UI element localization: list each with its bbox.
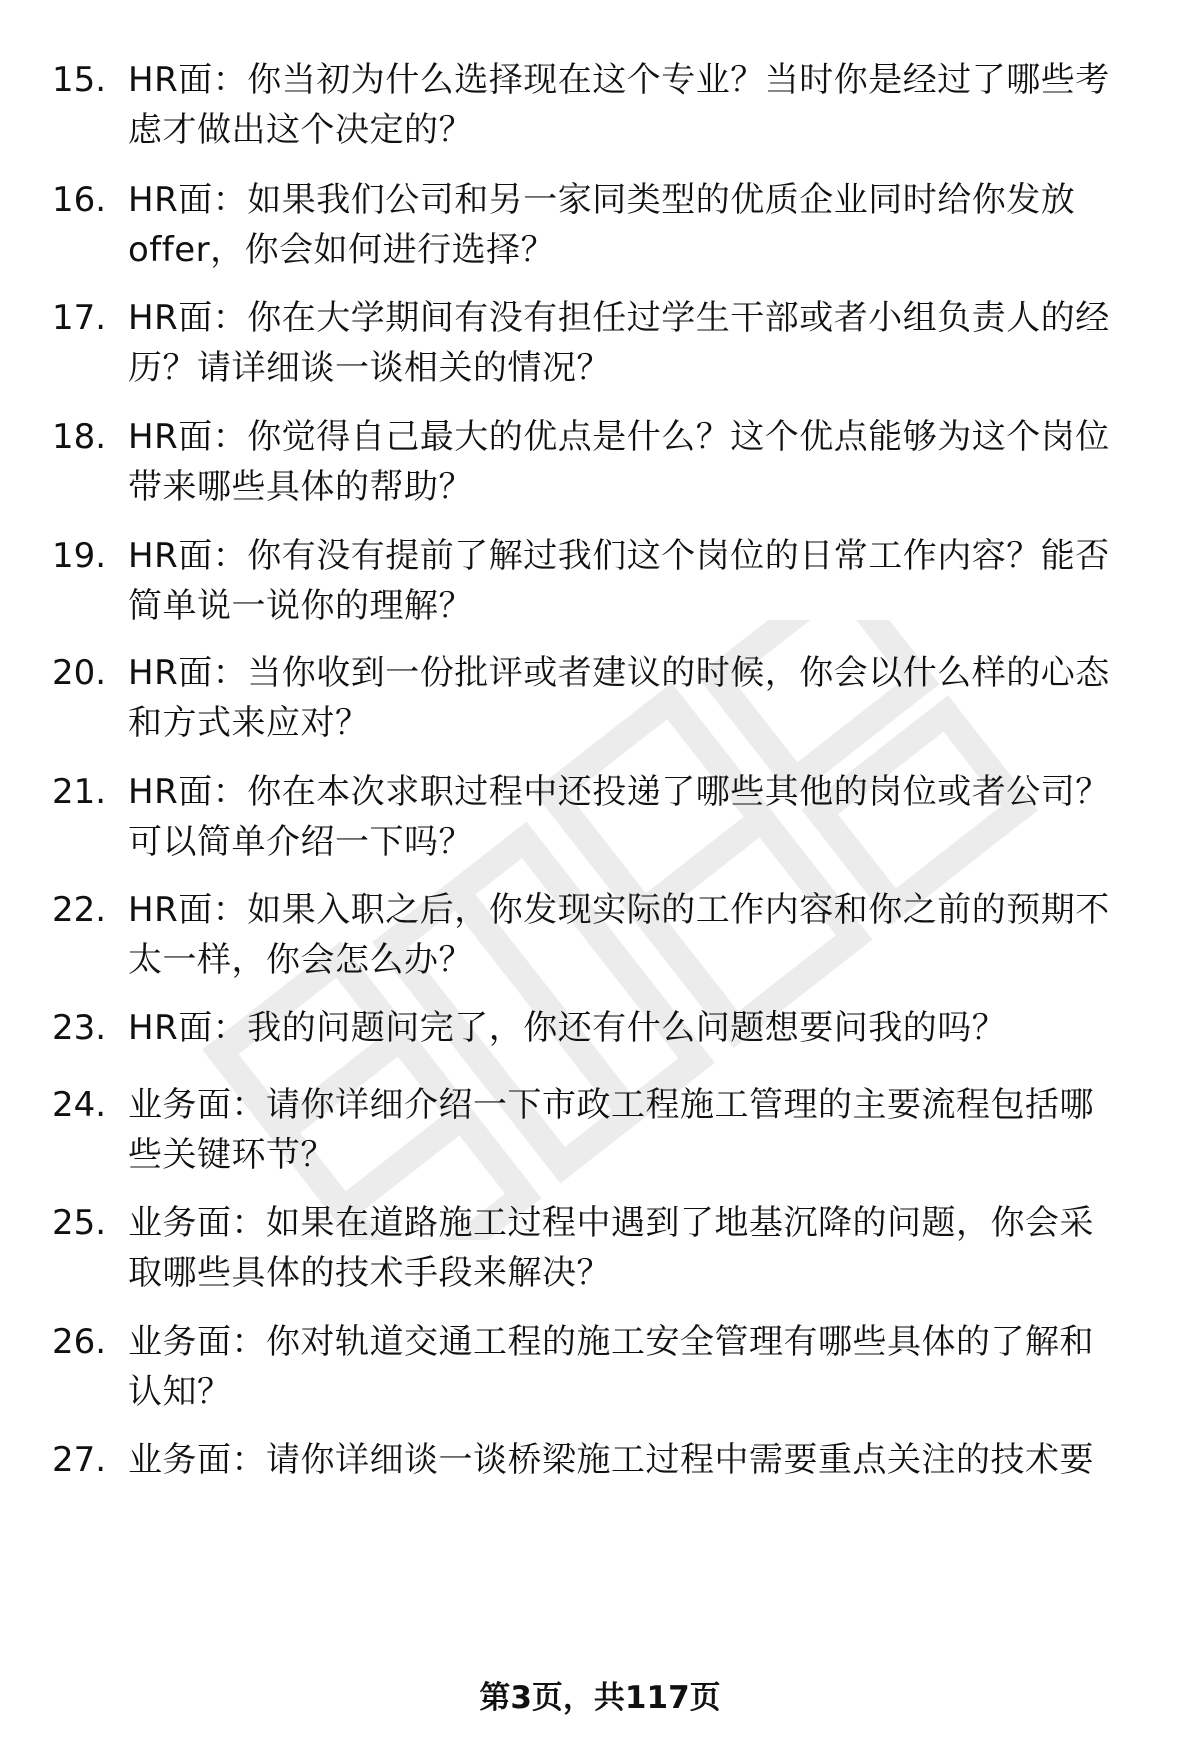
question-text-line: offer，你会如何进行选择？ [128, 230, 556, 270]
page-footer: 第3页，共117页 [479, 1680, 721, 1716]
item-number: 16. [52, 180, 107, 220]
question-text-line: 些关键环节？ [128, 1135, 335, 1175]
item-number: 21. [52, 772, 107, 812]
question-text-line: 取哪些具体的技术手段来解决？ [128, 1253, 611, 1293]
question-text-line: HR面：你觉得自己最大的优点是什么？这个优点能够为这个岗位 [128, 417, 1110, 457]
question-text-line: HR面：当你收到一份批评或者建议的时候，你会以什么样的心态 [128, 653, 1110, 693]
question-text-line: 简单说一说你的理解？ [128, 586, 473, 626]
item-number: 19. [52, 536, 107, 576]
question-text-line: 业务面：如果在道路施工过程中遇到了地基沉降的问题，你会采 [128, 1203, 1094, 1243]
question-text-line: 业务面：请你详细谈一谈桥梁施工过程中需要重点关注的技术要 [128, 1440, 1094, 1480]
item-number: 25. [52, 1203, 107, 1243]
item-number: 18. [52, 417, 107, 457]
question-text-line: 认知？ [128, 1372, 232, 1412]
question-text-line: HR面：我的问题问完了，你还有什么问题想要问我的吗？ [128, 1008, 1007, 1048]
question-text-line: 太一样，你会怎么办？ [128, 940, 473, 980]
question-text-line: HR面：你有没有提前了解过我们这个岗位的日常工作内容？能否 [128, 536, 1110, 576]
question-text-line: HR面：你在大学期间有没有担任过学生干部或者小组负责人的经 [128, 298, 1110, 338]
question-text-line: 虑才做出这个决定的？ [128, 110, 473, 150]
question-text-line: 可以简单介绍一下吗？ [128, 822, 473, 862]
question-text-line: HR面：如果我们公司和另一家同类型的优质企业同时给你发放 [128, 180, 1076, 220]
item-number: 17. [52, 298, 107, 338]
question-text-line: HR面：你在本次求职过程中还投递了哪些其他的岗位或者公司？ [128, 772, 1110, 812]
item-number: 24. [52, 1085, 107, 1125]
question-text-line: 业务面：你对轨道交通工程的施工安全管理有哪些具体的了解和 [128, 1322, 1094, 1362]
item-number: 27. [52, 1440, 107, 1480]
item-number: 15. [52, 60, 107, 100]
item-number: 22. [52, 890, 107, 930]
question-text-line: 带来哪些具体的帮助？ [128, 467, 473, 507]
question-text-line: 历？请详细谈一谈相关的情况？ [128, 348, 611, 388]
item-number: 23. [52, 1008, 107, 1048]
question-text-line: HR面：如果入职之后，你发现实际的工作内容和你之前的预期不 [128, 890, 1110, 930]
question-text-line: 业务面：请你详细介绍一下市政工程施工管理的主要流程包括哪 [128, 1085, 1094, 1125]
item-number: 20. [52, 653, 107, 693]
item-number: 26. [52, 1322, 107, 1362]
question-text-line: HR面：你当初为什么选择现在这个专业？当时你是经过了哪些考 [128, 60, 1110, 100]
question-text-line: 和方式来应对？ [128, 703, 370, 743]
